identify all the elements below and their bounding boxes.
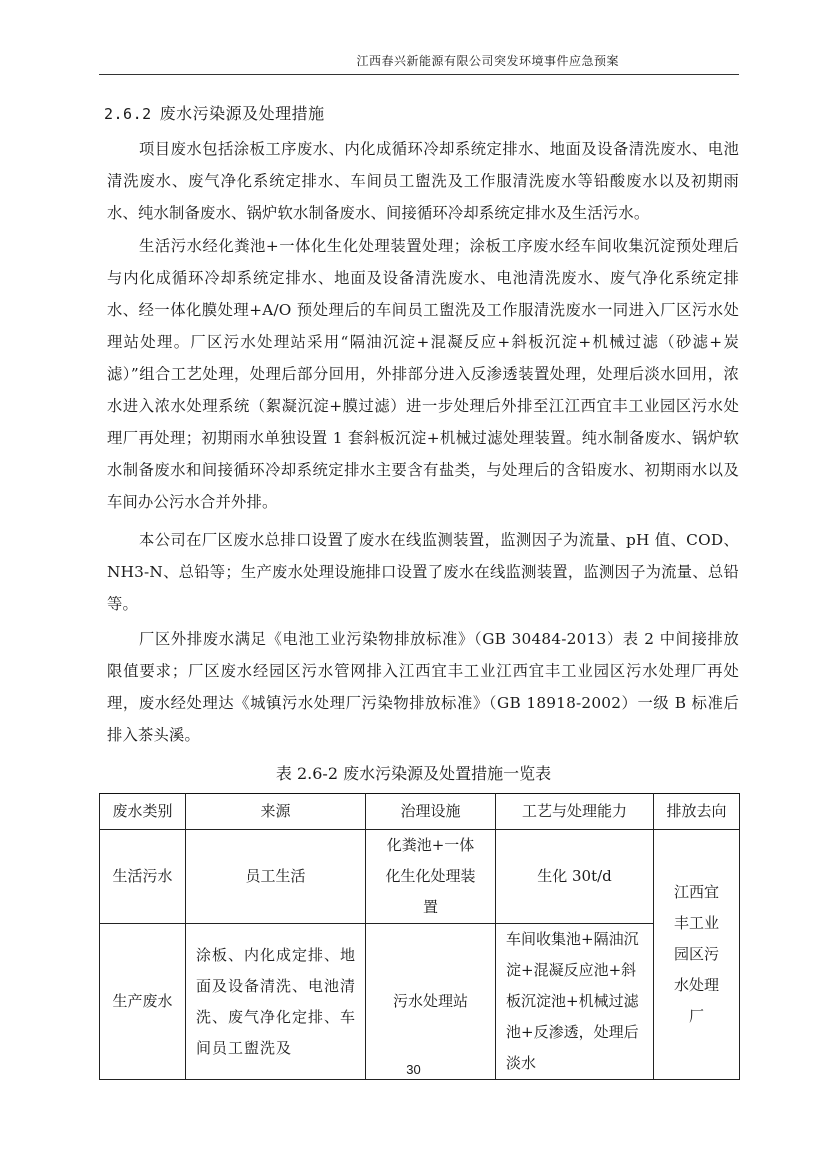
cell-process: 生化 30t/d (496, 830, 654, 924)
cell-destination: 江西宜丰工业园区污水处理厂 (654, 830, 740, 1080)
paragraph: 本公司在厂区废水总排口设置了废水在线监测装置，监测因子为流量、pH 值、COD、NH3-N、总铅等；生产废水处理设施排口设置了废水在线监测装置，监测因子为流量、总铅等。 (107, 531, 739, 613)
page-header (99, 50, 739, 75)
section-number: 2.6.2 (104, 105, 152, 123)
cell-facility: 化粪池+一体化生化处理装置 (366, 830, 496, 924)
cell-source: 涂板、内化成定排、地面及设备清洗、电池清洗、废气净化定排、车间员工盥洗及 (186, 924, 366, 1080)
cell-source: 员工生活 (186, 830, 366, 924)
cell-process: 车间收集池+隔油沉淀+混凝反应池+斜板沉淀池+机械过滤池+反渗透，处理后淡水 (496, 924, 654, 1080)
section-title: 废水污染源及处理措施 (159, 104, 325, 123)
paragraph: 生活污水经化粪池+一体化生化处理装置处理；涂板工序废水经车间收集沉淀预处理后与内化成循环冷却系统定排水、地面及设备清洗废水、电池清洗废水、废气净化系统定排水、经一体化膜处理+A/O 预处理后的车间员工盥洗及工作服清洗废水一同进入厂区污水处理站处理。厂区污水处理站采用“隔油沉淀+混凝反应+斜板沉淀+机械过滤（砂滤+炭滤）”组合工艺处理，处理后部分回用，外排部分进入反渗透装置处理，处理后淡水回用，浓水进入浓水处理系统（絮凝沉淀+膜过滤）进一步处理后外排至江江西宜丰工业园区污水处理厂再处理；初期雨水单独设置 1 套斜板沉淀+机械过滤处理装置。纯水制备废水、锅炉软水制备废水和间接循环冷却系统定排水主要含有盐类，与处理后的含铅废水、初期雨水以及车间办公污水合并外排。 (107, 237, 739, 511)
column-header: 来源 (186, 794, 366, 830)
cell-category: 生产废水 (100, 924, 186, 1080)
column-header: 排放去向 (654, 794, 740, 830)
header-title: 江西春兴新能源有限公司突发环境事件应急预案 (356, 54, 619, 68)
column-header: 废水类别 (100, 794, 186, 830)
column-header: 治理设施 (366, 794, 496, 830)
wastewater-table (99, 793, 740, 1080)
section-heading (104, 101, 325, 124)
cell-facility: 污水处理站 (366, 924, 496, 1080)
paragraph: 项目废水包括涂板工序废水、内化成循环冷却系统定排水、地面及设备清洗废水、电池清洗废水、废气净化系统定排水、车间员工盥洗及工作服清洗废水等铅酸废水以及初期雨水、纯水制备废水、锅炉软水制备废水、间接循环冷却系统定排水及生活污水。 (107, 140, 739, 222)
paragraph: 厂区外排废水满足《电池工业污染物排放标准》（GB 30484-2013）表 2 中间接排放限值要求；厂区废水经园区污水管网排入江西宜丰工业江西宜丰工业园区污水处理厂再处理，废水经处理达《城镇污水处理厂污染物排放标准》（GB 18918-2002）一级 B 标准后排入茶头溪。 (107, 630, 739, 744)
cell-category: 生活污水 (100, 830, 186, 924)
table-header-row (100, 794, 740, 830)
table-row (100, 924, 740, 1080)
page-number: 30 (406, 1062, 421, 1077)
table-caption: 表 2.6-2 废水污染源及处置措施一览表 (275, 764, 552, 783)
column-header: 工艺与处理能力 (496, 794, 654, 830)
table-row (100, 830, 740, 924)
